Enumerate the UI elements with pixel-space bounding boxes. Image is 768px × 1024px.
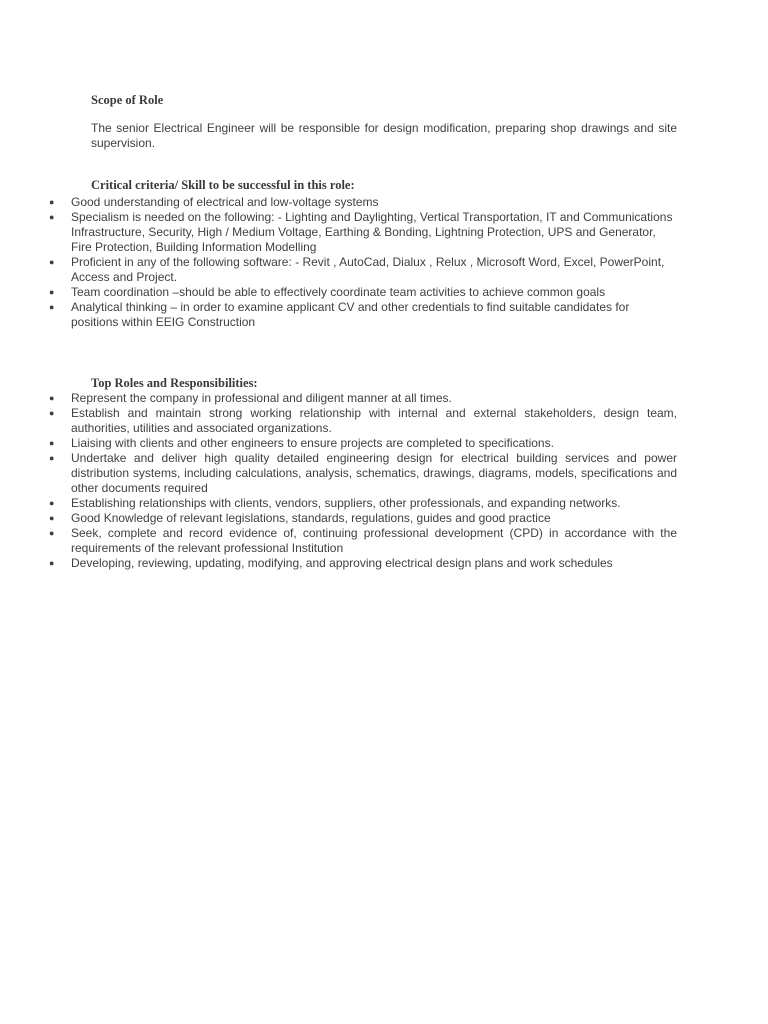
bullet-icon: ●	[49, 438, 55, 448]
bullet-icon: ●	[49, 257, 55, 267]
bullet-icon: ●	[49, 197, 55, 207]
list-item-text: Developing, reviewing, updating, modifying, and approving electrical design plans and work schedules	[71, 556, 613, 570]
list-item	[0, 406, 677, 436]
list-item	[0, 255, 677, 285]
list-item	[0, 496, 677, 511]
responsibilities-list	[0, 391, 768, 571]
scope-paragraph: The senior Electrical Engineer will be responsible for design modification, preparing shop drawings and site supervision.	[91, 121, 677, 150]
list-item-text: Seek, complete and record evidence of, continuing professional development (CPD) in accordance with the requirements of the relevant professional Institution	[71, 526, 677, 555]
list-item-text: Establish and maintain strong working relationship with internal and external stakeholders, design team, authorities, utilities and associated organizations.	[71, 406, 677, 435]
list-item-text: Represent the company in professional and diligent manner at all times.	[71, 391, 452, 405]
scope-heading: Scope of Role	[91, 93, 164, 107]
list-item-text: Undertake and deliver high quality detailed engineering design for electrical building services and power distribution systems, including calculations, analysis, schematics, drawings, diagrams, models, specifications and other documents required	[71, 451, 677, 495]
bullet-icon: ●	[49, 408, 55, 418]
list-item-text: Establishing relationships with clients, vendors, suppliers, other professionals, and expanding networks.	[71, 496, 621, 510]
list-item-text: Specialism is needed on the following: - Lighting and Daylighting, Vertical Transportation, IT and Communications Infrastructure, Security, High / Medium Voltage, Earthing & Bonding, Lightning Protection, UPS and Generator, Fire Protection, Building Information Modelling	[71, 210, 673, 254]
bullet-icon: ●	[49, 302, 55, 312]
criteria-list	[0, 195, 768, 330]
bullet-icon: ●	[49, 287, 55, 297]
list-item-text: Good Knowledge of relevant legislations, standards, regulations, guides and good practice	[71, 511, 551, 525]
list-item-text: Team coordination –should be able to effectively coordinate team activities to achieve common goals	[71, 285, 606, 299]
list-item-text: Liaising with clients and other engineers to ensure projects are completed to specifications.	[71, 436, 554, 450]
bullet-icon: ●	[49, 453, 55, 463]
bullet-icon: ●	[49, 558, 55, 568]
list-item-text: Proficient in any of the following software: - Revit , AutoCad, Dialux , Relux , Microsoft Word, Excel, PowerPoint, Access and Project.	[71, 255, 665, 284]
list-item-text: Analytical thinking – in order to examine applicant CV and other credentials to find suitable candidates for positions within EEIG Construction	[71, 300, 630, 329]
bullet-icon: ●	[49, 393, 55, 403]
list-item	[0, 285, 611, 300]
list-item	[0, 300, 677, 330]
list-item	[0, 391, 677, 406]
list-item	[0, 210, 677, 255]
bullet-icon: ●	[49, 528, 55, 538]
criteria-heading: Critical criteria/ Skill to be successful in this role:	[91, 178, 355, 192]
list-item	[0, 451, 677, 496]
list-item	[0, 556, 677, 571]
list-item	[0, 436, 677, 451]
list-item	[0, 526, 677, 556]
responsibilities-heading: Top Roles and Responsibilities:	[91, 376, 258, 390]
bullet-icon: ●	[49, 212, 55, 222]
list-item	[0, 511, 677, 526]
list-item	[0, 195, 677, 210]
bullet-icon: ●	[49, 513, 55, 523]
bullet-icon: ●	[49, 498, 55, 508]
list-item-text: Good understanding of electrical and low-voltage systems	[71, 195, 379, 209]
